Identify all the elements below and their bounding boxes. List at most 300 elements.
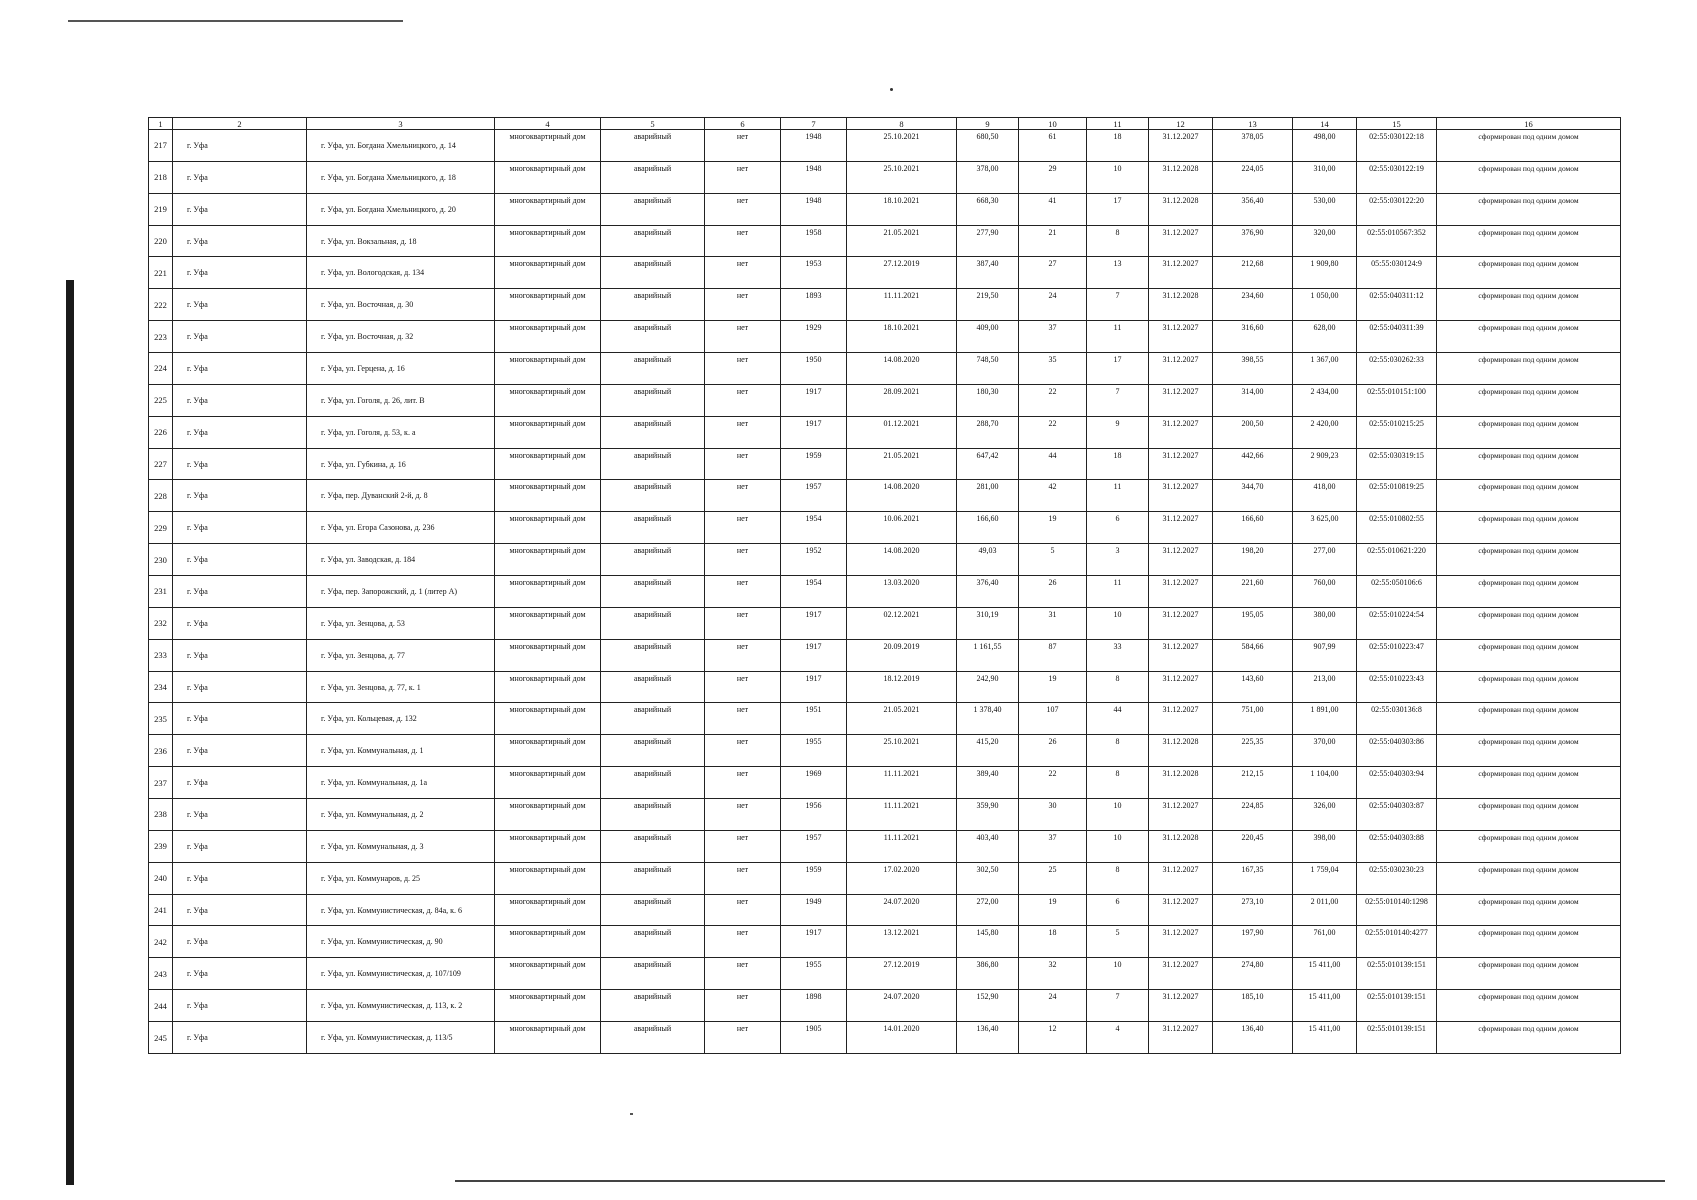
cell-area-total: 152,90 bbox=[957, 990, 1019, 1022]
table-row bbox=[149, 384, 1621, 416]
cell-building-type: многоквартирный дом bbox=[495, 799, 601, 831]
table-row bbox=[149, 448, 1621, 480]
cell-land-formation-status: сформирован под одним домом bbox=[1437, 289, 1621, 321]
cell-address: г. Уфа, ул. Герцена, д. 16 bbox=[307, 353, 495, 385]
cell-land-formation-status: сформирован под одним домом bbox=[1437, 703, 1621, 735]
cell-apartments-count: 4 bbox=[1087, 1022, 1149, 1054]
cell-apartments-count: 7 bbox=[1087, 289, 1149, 321]
cell-residents-count: 26 bbox=[1019, 576, 1087, 608]
cell-cadastral-number: 02:55:010140:4277 bbox=[1357, 926, 1437, 958]
cell-year-built: 1917 bbox=[781, 671, 847, 703]
cell-land-area: 418,00 bbox=[1293, 480, 1357, 512]
cell-area-total: 277,90 bbox=[957, 225, 1019, 257]
cell-city: г. Уфа bbox=[173, 639, 307, 671]
table-row bbox=[149, 416, 1621, 448]
cell-condition-status: аварийный bbox=[601, 416, 705, 448]
cell-cultural-heritage: нет bbox=[705, 703, 781, 735]
cell-year-built: 1917 bbox=[781, 416, 847, 448]
cell-recognition-date: 25.10.2021 bbox=[847, 130, 957, 162]
cell-resettlement-deadline: 31.12.2027 bbox=[1149, 671, 1213, 703]
cell-city: г. Уфа bbox=[173, 384, 307, 416]
cell-resettlement-deadline: 31.12.2027 bbox=[1149, 416, 1213, 448]
cell-row-number: 245 bbox=[149, 1022, 173, 1054]
cell-cultural-heritage: нет bbox=[705, 289, 781, 321]
cell-address: г. Уфа, ул. Коммунальная, д. 1а bbox=[307, 767, 495, 799]
cell-land-area: 15 411,00 bbox=[1293, 1022, 1357, 1054]
cell-land-area: 3 625,00 bbox=[1293, 512, 1357, 544]
cell-residents-count: 42 bbox=[1019, 480, 1087, 512]
cell-land-formation-status: сформирован под одним домом bbox=[1437, 130, 1621, 162]
cell-apartments-count: 10 bbox=[1087, 830, 1149, 862]
cell-area-living: 224,85 bbox=[1213, 799, 1293, 831]
cell-year-built: 1956 bbox=[781, 799, 847, 831]
cell-recognition-date: 21.05.2021 bbox=[847, 448, 957, 480]
column-header-12: 12 bbox=[1149, 118, 1213, 130]
cell-recognition-date: 21.05.2021 bbox=[847, 225, 957, 257]
cell-recognition-date: 11.11.2021 bbox=[847, 767, 957, 799]
cell-resettlement-deadline: 31.12.2027 bbox=[1149, 799, 1213, 831]
cell-residents-count: 26 bbox=[1019, 735, 1087, 767]
cell-land-formation-status: сформирован под одним домом bbox=[1437, 799, 1621, 831]
cell-city: г. Уфа bbox=[173, 448, 307, 480]
cell-cultural-heritage: нет bbox=[705, 958, 781, 990]
cell-residents-count: 32 bbox=[1019, 958, 1087, 990]
column-header-13: 13 bbox=[1213, 118, 1293, 130]
cell-apartments-count: 18 bbox=[1087, 130, 1149, 162]
cell-land-area: 2 011,00 bbox=[1293, 894, 1357, 926]
cell-city: г. Уфа bbox=[173, 671, 307, 703]
column-header-8: 8 bbox=[847, 118, 957, 130]
cell-city: г. Уфа bbox=[173, 958, 307, 990]
cell-apartments-count: 11 bbox=[1087, 480, 1149, 512]
cell-residents-count: 61 bbox=[1019, 130, 1087, 162]
cell-land-formation-status: сформирован под одним домом bbox=[1437, 671, 1621, 703]
cell-row-number: 229 bbox=[149, 512, 173, 544]
cell-apartments-count: 8 bbox=[1087, 767, 1149, 799]
cell-resettlement-deadline: 31.12.2028 bbox=[1149, 767, 1213, 799]
cell-condition-status: аварийный bbox=[601, 767, 705, 799]
cell-cultural-heritage: нет bbox=[705, 130, 781, 162]
cell-land-area: 326,00 bbox=[1293, 799, 1357, 831]
cell-address: г. Уфа, ул. Восточная, д. 30 bbox=[307, 289, 495, 321]
cell-city: г. Уфа bbox=[173, 926, 307, 958]
cell-row-number: 230 bbox=[149, 544, 173, 576]
cell-city: г. Уфа bbox=[173, 607, 307, 639]
cell-area-total: 359,90 bbox=[957, 799, 1019, 831]
cell-condition-status: аварийный bbox=[601, 799, 705, 831]
cell-area-total: 668,30 bbox=[957, 193, 1019, 225]
column-header-14: 14 bbox=[1293, 118, 1357, 130]
cell-condition-status: аварийный bbox=[601, 193, 705, 225]
cell-residents-count: 37 bbox=[1019, 321, 1087, 353]
cell-land-area: 1 909,80 bbox=[1293, 257, 1357, 289]
cell-area-living: 751,00 bbox=[1213, 703, 1293, 735]
cell-city: г. Уфа bbox=[173, 225, 307, 257]
cell-residents-count: 24 bbox=[1019, 990, 1087, 1022]
cell-year-built: 1929 bbox=[781, 321, 847, 353]
table-header bbox=[149, 118, 1621, 130]
cell-area-total: 386,80 bbox=[957, 958, 1019, 990]
cell-year-built: 1948 bbox=[781, 130, 847, 162]
cell-recognition-date: 18.10.2021 bbox=[847, 193, 957, 225]
cell-cultural-heritage: нет bbox=[705, 990, 781, 1022]
cell-year-built: 1951 bbox=[781, 703, 847, 735]
cell-area-total: 1 161,55 bbox=[957, 639, 1019, 671]
cell-apartments-count: 11 bbox=[1087, 576, 1149, 608]
cell-address: г. Уфа, ул. Коммунистическая, д. 90 bbox=[307, 926, 495, 958]
cell-area-total: 49,03 bbox=[957, 544, 1019, 576]
cell-land-area: 761,00 bbox=[1293, 926, 1357, 958]
cell-row-number: 244 bbox=[149, 990, 173, 1022]
table-row bbox=[149, 990, 1621, 1022]
cell-row-number: 240 bbox=[149, 862, 173, 894]
cell-cultural-heritage: нет bbox=[705, 671, 781, 703]
cell-residents-count: 87 bbox=[1019, 639, 1087, 671]
cell-recognition-date: 17.02.2020 bbox=[847, 862, 957, 894]
cell-recognition-date: 27.12.2019 bbox=[847, 958, 957, 990]
cell-cadastral-number: 02:55:030122:18 bbox=[1357, 130, 1437, 162]
cell-year-built: 1958 bbox=[781, 225, 847, 257]
cell-cultural-heritage: нет bbox=[705, 830, 781, 862]
cell-land-area: 213,00 bbox=[1293, 671, 1357, 703]
table-row bbox=[149, 480, 1621, 512]
table-row bbox=[149, 767, 1621, 799]
column-header-10: 10 bbox=[1019, 118, 1087, 130]
table-row bbox=[149, 512, 1621, 544]
cell-city: г. Уфа bbox=[173, 416, 307, 448]
cell-land-formation-status: сформирован под одним домом bbox=[1437, 862, 1621, 894]
table-row bbox=[149, 926, 1621, 958]
cell-area-total: 219,50 bbox=[957, 289, 1019, 321]
cell-apartments-count: 11 bbox=[1087, 321, 1149, 353]
cell-resettlement-deadline: 31.12.2027 bbox=[1149, 321, 1213, 353]
cell-recognition-date: 20.09.2019 bbox=[847, 639, 957, 671]
cell-city: г. Уфа bbox=[173, 799, 307, 831]
cell-row-number: 223 bbox=[149, 321, 173, 353]
column-header-11: 11 bbox=[1087, 118, 1149, 130]
cell-resettlement-deadline: 31.12.2027 bbox=[1149, 353, 1213, 385]
cell-land-area: 1 367,00 bbox=[1293, 353, 1357, 385]
cell-land-formation-status: сформирован под одним домом bbox=[1437, 1022, 1621, 1054]
cell-resettlement-deadline: 31.12.2027 bbox=[1149, 703, 1213, 735]
cell-residents-count: 22 bbox=[1019, 416, 1087, 448]
cell-area-living: 344,70 bbox=[1213, 480, 1293, 512]
cell-recognition-date: 11.11.2021 bbox=[847, 830, 957, 862]
cell-row-number: 222 bbox=[149, 289, 173, 321]
cell-cadastral-number: 02:55:030122:20 bbox=[1357, 193, 1437, 225]
cell-land-formation-status: сформирован под одним домом bbox=[1437, 161, 1621, 193]
cell-row-number: 243 bbox=[149, 958, 173, 990]
cell-recognition-date: 14.08.2020 bbox=[847, 480, 957, 512]
cell-recognition-date: 11.11.2021 bbox=[847, 799, 957, 831]
cell-land-area: 15 411,00 bbox=[1293, 990, 1357, 1022]
cell-area-total: 403,40 bbox=[957, 830, 1019, 862]
cell-city: г. Уфа bbox=[173, 480, 307, 512]
cell-cadastral-number: 02:55:010223:47 bbox=[1357, 639, 1437, 671]
column-header-4: 4 bbox=[495, 118, 601, 130]
cell-cadastral-number: 02:55:040311:39 bbox=[1357, 321, 1437, 353]
cell-city: г. Уфа bbox=[173, 193, 307, 225]
cell-address: г. Уфа, ул. Коммунистическая, д. 113/5 bbox=[307, 1022, 495, 1054]
cell-land-formation-status: сформирован под одним домом bbox=[1437, 735, 1621, 767]
cell-area-living: 584,66 bbox=[1213, 639, 1293, 671]
cell-residents-count: 31 bbox=[1019, 607, 1087, 639]
table-row bbox=[149, 958, 1621, 990]
cell-condition-status: аварийный bbox=[601, 862, 705, 894]
cell-residents-count: 29 bbox=[1019, 161, 1087, 193]
cell-area-total: 272,00 bbox=[957, 894, 1019, 926]
column-header-16: 16 bbox=[1437, 118, 1621, 130]
column-header-3: 3 bbox=[307, 118, 495, 130]
table-row bbox=[149, 193, 1621, 225]
cell-area-total: 310,19 bbox=[957, 607, 1019, 639]
cell-area-living: 195,05 bbox=[1213, 607, 1293, 639]
cell-land-area: 15 411,00 bbox=[1293, 958, 1357, 990]
cell-cultural-heritage: нет bbox=[705, 607, 781, 639]
cell-year-built: 1969 bbox=[781, 767, 847, 799]
table-row bbox=[149, 830, 1621, 862]
cell-recognition-date: 18.12.2019 bbox=[847, 671, 957, 703]
cell-condition-status: аварийный bbox=[601, 958, 705, 990]
cell-city: г. Уфа bbox=[173, 703, 307, 735]
cell-resettlement-deadline: 31.12.2027 bbox=[1149, 958, 1213, 990]
column-header-15: 15 bbox=[1357, 118, 1437, 130]
cell-land-area: 320,00 bbox=[1293, 225, 1357, 257]
cell-land-area: 907,99 bbox=[1293, 639, 1357, 671]
cell-land-formation-status: сформирован под одним домом bbox=[1437, 576, 1621, 608]
cell-residents-count: 22 bbox=[1019, 384, 1087, 416]
cell-address: г. Уфа, ул. Коммунальная, д. 2 bbox=[307, 799, 495, 831]
cell-city: г. Уфа bbox=[173, 990, 307, 1022]
cell-resettlement-deadline: 31.12.2027 bbox=[1149, 512, 1213, 544]
cell-row-number: 224 bbox=[149, 353, 173, 385]
cell-area-living: 212,68 bbox=[1213, 257, 1293, 289]
cell-area-total: 647,42 bbox=[957, 448, 1019, 480]
cell-area-total: 748,50 bbox=[957, 353, 1019, 385]
table-row bbox=[149, 671, 1621, 703]
cell-land-formation-status: сформирован под одним домом bbox=[1437, 830, 1621, 862]
table-row bbox=[149, 576, 1621, 608]
cell-area-living: 234,60 bbox=[1213, 289, 1293, 321]
cell-year-built: 1950 bbox=[781, 353, 847, 385]
cell-resettlement-deadline: 31.12.2027 bbox=[1149, 926, 1213, 958]
cell-area-total: 680,50 bbox=[957, 130, 1019, 162]
cell-land-area: 370,00 bbox=[1293, 735, 1357, 767]
cell-land-area: 398,00 bbox=[1293, 830, 1357, 862]
cell-condition-status: аварийный bbox=[601, 353, 705, 385]
cell-recognition-date: 10.06.2021 bbox=[847, 512, 957, 544]
table-row bbox=[149, 735, 1621, 767]
cell-residents-count: 44 bbox=[1019, 448, 1087, 480]
cell-cadastral-number: 02:55:010151:100 bbox=[1357, 384, 1437, 416]
cell-year-built: 1952 bbox=[781, 544, 847, 576]
cell-area-living: 314,00 bbox=[1213, 384, 1293, 416]
cell-area-living: 212,15 bbox=[1213, 767, 1293, 799]
cell-cadastral-number: 02:55:010223:43 bbox=[1357, 671, 1437, 703]
cell-condition-status: аварийный bbox=[601, 384, 705, 416]
cell-land-formation-status: сформирован под одним домом bbox=[1437, 448, 1621, 480]
cell-cultural-heritage: нет bbox=[705, 416, 781, 448]
cell-area-living: 225,35 bbox=[1213, 735, 1293, 767]
cell-area-living: 220,45 bbox=[1213, 830, 1293, 862]
cell-building-type: многоквартирный дом bbox=[495, 830, 601, 862]
table-row bbox=[149, 799, 1621, 831]
cell-area-living: 316,60 bbox=[1213, 321, 1293, 353]
cell-condition-status: аварийный bbox=[601, 130, 705, 162]
cell-row-number: 238 bbox=[149, 799, 173, 831]
cell-condition-status: аварийный bbox=[601, 990, 705, 1022]
cell-condition-status: аварийный bbox=[601, 1022, 705, 1054]
table-row bbox=[149, 862, 1621, 894]
cell-cultural-heritage: нет bbox=[705, 384, 781, 416]
cell-cadastral-number: 02:55:040303:88 bbox=[1357, 830, 1437, 862]
cell-resettlement-deadline: 31.12.2028 bbox=[1149, 289, 1213, 321]
cell-cultural-heritage: нет bbox=[705, 225, 781, 257]
cell-building-type: многоквартирный дом bbox=[495, 958, 601, 990]
cell-year-built: 1949 bbox=[781, 894, 847, 926]
cell-residents-count: 24 bbox=[1019, 289, 1087, 321]
cell-land-formation-status: сформирован под одним домом bbox=[1437, 926, 1621, 958]
cell-building-type: многоквартирный дом bbox=[495, 862, 601, 894]
cell-cultural-heritage: нет bbox=[705, 894, 781, 926]
cell-area-total: 242,90 bbox=[957, 671, 1019, 703]
cell-address: г. Уфа, ул. Коммунаров, д. 25 bbox=[307, 862, 495, 894]
cell-area-living: 198,20 bbox=[1213, 544, 1293, 576]
cell-apartments-count: 33 bbox=[1087, 639, 1149, 671]
cell-resettlement-deadline: 31.12.2027 bbox=[1149, 990, 1213, 1022]
cell-address: г. Уфа, пер. Запорожский, д. 1 (литер А) bbox=[307, 576, 495, 608]
cell-condition-status: аварийный bbox=[601, 576, 705, 608]
table-row bbox=[149, 353, 1621, 385]
cell-area-living: 167,35 bbox=[1213, 862, 1293, 894]
cell-land-formation-status: сформирован под одним домом bbox=[1437, 767, 1621, 799]
cell-cadastral-number: 02:55:040303:87 bbox=[1357, 799, 1437, 831]
cell-land-formation-status: сформирован под одним домом bbox=[1437, 512, 1621, 544]
cell-land-area: 380,00 bbox=[1293, 607, 1357, 639]
cell-residents-count: 35 bbox=[1019, 353, 1087, 385]
cell-address: г. Уфа, ул. Восточная, д. 32 bbox=[307, 321, 495, 353]
cell-row-number: 217 bbox=[149, 130, 173, 162]
cell-apartments-count: 7 bbox=[1087, 384, 1149, 416]
cell-address: г. Уфа, ул. Зенцова, д. 77 bbox=[307, 639, 495, 671]
cell-address: г. Уфа, ул. Коммунальная, д. 3 bbox=[307, 830, 495, 862]
cell-residents-count: 19 bbox=[1019, 512, 1087, 544]
cell-land-formation-status: сформирован под одним домом bbox=[1437, 193, 1621, 225]
cell-year-built: 1953 bbox=[781, 257, 847, 289]
cell-apartments-count: 7 bbox=[1087, 990, 1149, 1022]
table-row bbox=[149, 225, 1621, 257]
cell-resettlement-deadline: 31.12.2027 bbox=[1149, 448, 1213, 480]
cell-building-type: многоквартирный дом bbox=[495, 193, 601, 225]
cell-cadastral-number: 02:55:010139:151 bbox=[1357, 1022, 1437, 1054]
cell-area-total: 389,40 bbox=[957, 767, 1019, 799]
cell-row-number: 235 bbox=[149, 703, 173, 735]
cell-land-formation-status: сформирован под одним домом bbox=[1437, 480, 1621, 512]
cell-recognition-date: 27.12.2019 bbox=[847, 257, 957, 289]
cell-residents-count: 19 bbox=[1019, 894, 1087, 926]
cell-cultural-heritage: нет bbox=[705, 448, 781, 480]
cell-cultural-heritage: нет bbox=[705, 321, 781, 353]
cell-area-living: 274,80 bbox=[1213, 958, 1293, 990]
cell-city: г. Уфа bbox=[173, 512, 307, 544]
cell-address: г. Уфа, ул. Коммунальная, д. 1 bbox=[307, 735, 495, 767]
cell-condition-status: аварийный bbox=[601, 735, 705, 767]
cell-residents-count: 107 bbox=[1019, 703, 1087, 735]
cell-land-formation-status: сформирован под одним домом bbox=[1437, 321, 1621, 353]
cell-recognition-date: 25.10.2021 bbox=[847, 161, 957, 193]
cell-cultural-heritage: нет bbox=[705, 161, 781, 193]
cell-address: г. Уфа, ул. Губкина, д. 16 bbox=[307, 448, 495, 480]
cell-land-area: 1 104,00 bbox=[1293, 767, 1357, 799]
table-row bbox=[149, 1022, 1621, 1054]
cell-land-formation-status: сформирован под одним домом bbox=[1437, 607, 1621, 639]
cell-land-formation-status: сформирован под одним домом bbox=[1437, 353, 1621, 385]
cell-residents-count: 18 bbox=[1019, 926, 1087, 958]
cell-recognition-date: 11.11.2021 bbox=[847, 289, 957, 321]
cell-resettlement-deadline: 31.12.2027 bbox=[1149, 894, 1213, 926]
cell-resettlement-deadline: 31.12.2027 bbox=[1149, 480, 1213, 512]
cell-area-living: 200,50 bbox=[1213, 416, 1293, 448]
cell-year-built: 1959 bbox=[781, 862, 847, 894]
cell-land-area: 1 759,04 bbox=[1293, 862, 1357, 894]
cell-area-total: 281,00 bbox=[957, 480, 1019, 512]
cell-apartments-count: 9 bbox=[1087, 416, 1149, 448]
scan-artifact-dot bbox=[890, 88, 893, 91]
cell-residents-count: 25 bbox=[1019, 862, 1087, 894]
cell-row-number: 227 bbox=[149, 448, 173, 480]
cell-building-type: многоквартирный дом bbox=[495, 512, 601, 544]
cell-area-living: 376,90 bbox=[1213, 225, 1293, 257]
cell-address: г. Уфа, ул. Зенцова, д. 77, к. 1 bbox=[307, 671, 495, 703]
cell-cultural-heritage: нет bbox=[705, 799, 781, 831]
cell-apartments-count: 6 bbox=[1087, 894, 1149, 926]
cell-address: г. Уфа, ул. Вокзальная, д. 18 bbox=[307, 225, 495, 257]
table-body bbox=[149, 130, 1621, 1054]
scan-artifact-line bbox=[68, 20, 403, 22]
cell-year-built: 1954 bbox=[781, 576, 847, 608]
table-row bbox=[149, 639, 1621, 671]
scan-artifact-edge bbox=[66, 280, 74, 1185]
cell-row-number: 219 bbox=[149, 193, 173, 225]
cell-row-number: 221 bbox=[149, 257, 173, 289]
cell-area-living: 442,66 bbox=[1213, 448, 1293, 480]
cell-address: г. Уфа, ул. Гоголя, д. 26, лит. В bbox=[307, 384, 495, 416]
cell-address: г. Уфа, ул. Егора Сазонова, д. 236 bbox=[307, 512, 495, 544]
cell-condition-status: аварийный bbox=[601, 321, 705, 353]
cell-building-type: многоквартирный дом bbox=[495, 576, 601, 608]
cell-cadastral-number: 02:55:030319:15 bbox=[1357, 448, 1437, 480]
cell-land-area: 2 434,00 bbox=[1293, 384, 1357, 416]
cell-resettlement-deadline: 31.12.2028 bbox=[1149, 161, 1213, 193]
cell-building-type: многоквартирный дом bbox=[495, 289, 601, 321]
cell-resettlement-deadline: 31.12.2027 bbox=[1149, 607, 1213, 639]
cell-row-number: 233 bbox=[149, 639, 173, 671]
cell-area-total: 145,80 bbox=[957, 926, 1019, 958]
cell-address: г. Уфа, ул. Коммунистическая, д. 113, к. 2 bbox=[307, 990, 495, 1022]
cell-recognition-date: 25.10.2021 bbox=[847, 735, 957, 767]
cell-area-total: 378,00 bbox=[957, 161, 1019, 193]
cell-recognition-date: 21.05.2021 bbox=[847, 703, 957, 735]
cell-area-total: 415,20 bbox=[957, 735, 1019, 767]
cell-cultural-heritage: нет bbox=[705, 544, 781, 576]
cell-area-total: 180,30 bbox=[957, 384, 1019, 416]
cell-condition-status: аварийный bbox=[601, 926, 705, 958]
cell-apartments-count: 6 bbox=[1087, 512, 1149, 544]
cell-year-built: 1905 bbox=[781, 1022, 847, 1054]
cell-cultural-heritage: нет bbox=[705, 512, 781, 544]
cell-land-formation-status: сформирован под одним домом bbox=[1437, 990, 1621, 1022]
cell-residents-count: 37 bbox=[1019, 830, 1087, 862]
